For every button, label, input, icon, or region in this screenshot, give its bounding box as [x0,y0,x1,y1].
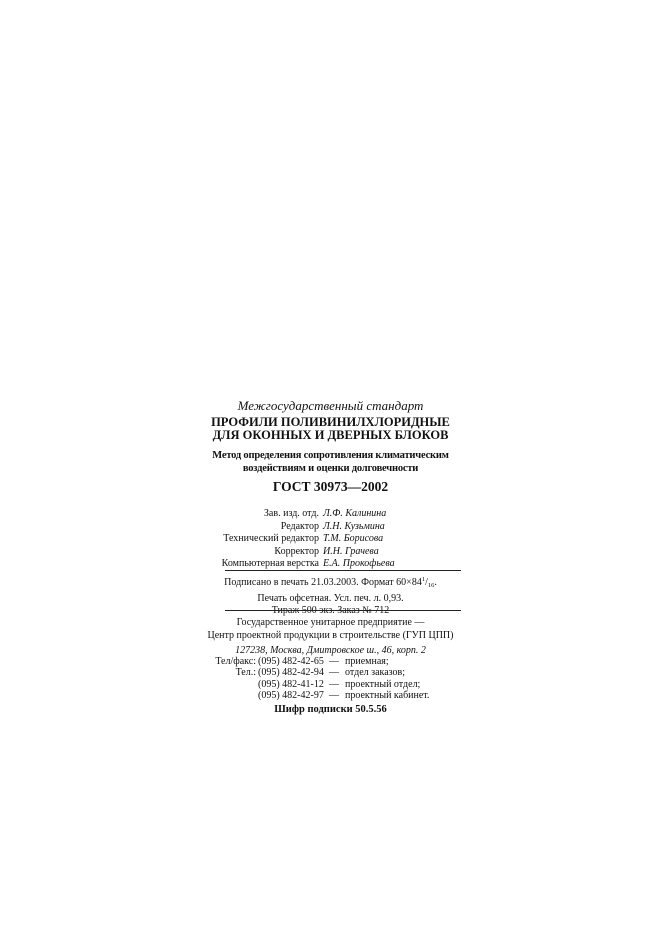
divider-rule [225,570,461,571]
phone-number: (095) 482-42-65 [258,656,324,667]
credit-role: Компьютерная верстка [221,558,319,570]
phone-description: отдел заказов; [345,667,406,679]
publisher-address: 127238, Москва, Дмитровское ш., 46, корп. 2 [235,645,426,656]
credits-block [0,508,661,571]
title-line: ДЛЯ ОКОННЫХ И ДВЕРНЫХ БЛОКОВ [212,428,449,442]
publisher-info [0,617,661,658]
title-line: ПРОФИЛИ ПОЛИВИНИЛХЛОРИДНЫЕ [211,415,450,429]
phone-number: (095) 482-42-97 [258,690,324,702]
publisher-line: Государственное унитарное предприятие — [236,617,425,628]
format-slash: / [425,577,428,588]
printing-line: Печать офсетная. Усл. печ. л. 0,93. [257,592,404,604]
credit-name: Л.Н. Кузьмина [323,520,385,532]
credit-role: Технический редактор [223,533,319,545]
printing-signed-line [0,574,661,593]
document-title [0,416,661,442]
credit-row [0,508,661,521]
credit-role: Зав. изд. отд. [263,508,319,519]
credit-name: И.Н. Грачева [323,545,379,557]
divider-rule [225,610,461,611]
credit-role: Редактор [280,520,319,532]
credit-row [0,546,661,559]
phone-description: проектный отдел; [345,678,421,690]
credit-role: Корректор [274,545,319,557]
document-subtitle [0,449,661,475]
credit-row [0,521,661,534]
phone-label: Тел.: [235,667,256,679]
publisher-line: Центр проектной продукции в строительстве (ГУП ЦПП) [207,629,454,641]
phone-description: проектный кабинет. [345,690,430,702]
phone-dash: — [329,667,339,679]
standard-kind: Межгосударственный стандарт [237,398,424,413]
phone-dash: — [329,656,339,667]
format-subscript: 16 [427,582,435,589]
format-superscript: 1 [421,576,426,583]
phone-row [0,679,661,690]
phone-row [0,667,661,678]
credit-row [0,533,661,546]
phone-row [0,656,661,667]
circulation-line [0,605,661,618]
phone-number: (095) 482-41-12 [258,678,324,690]
phone-description: приемная; [345,656,389,667]
credit-name: Е.А. Прокофьева [323,558,395,570]
phone-label: Тел/факс: [215,656,256,667]
credit-name: Л.Ф. Калинина [323,508,387,519]
phone-dash: — [329,678,339,690]
subtitle-line: Метод определения сопротивления климатическим [212,450,449,461]
subscription-cipher: Шифр подписки 50.5.56 [274,704,387,715]
phone-list [0,656,661,702]
credit-name: Т.М. Борисова [323,533,384,545]
format-end: . [434,577,437,588]
phone-dash: — [329,690,339,702]
subtitle-line: воздействиям и оценки долговечности [242,463,419,474]
printing-signed-text: Подписано в печать 21.03.2003. Формат 60×84 [224,577,422,588]
document-designation: ГОСТ 30973—2002 [272,479,389,494]
phone-row [0,690,661,701]
phone-number: (095) 482-42-94 [258,667,324,679]
